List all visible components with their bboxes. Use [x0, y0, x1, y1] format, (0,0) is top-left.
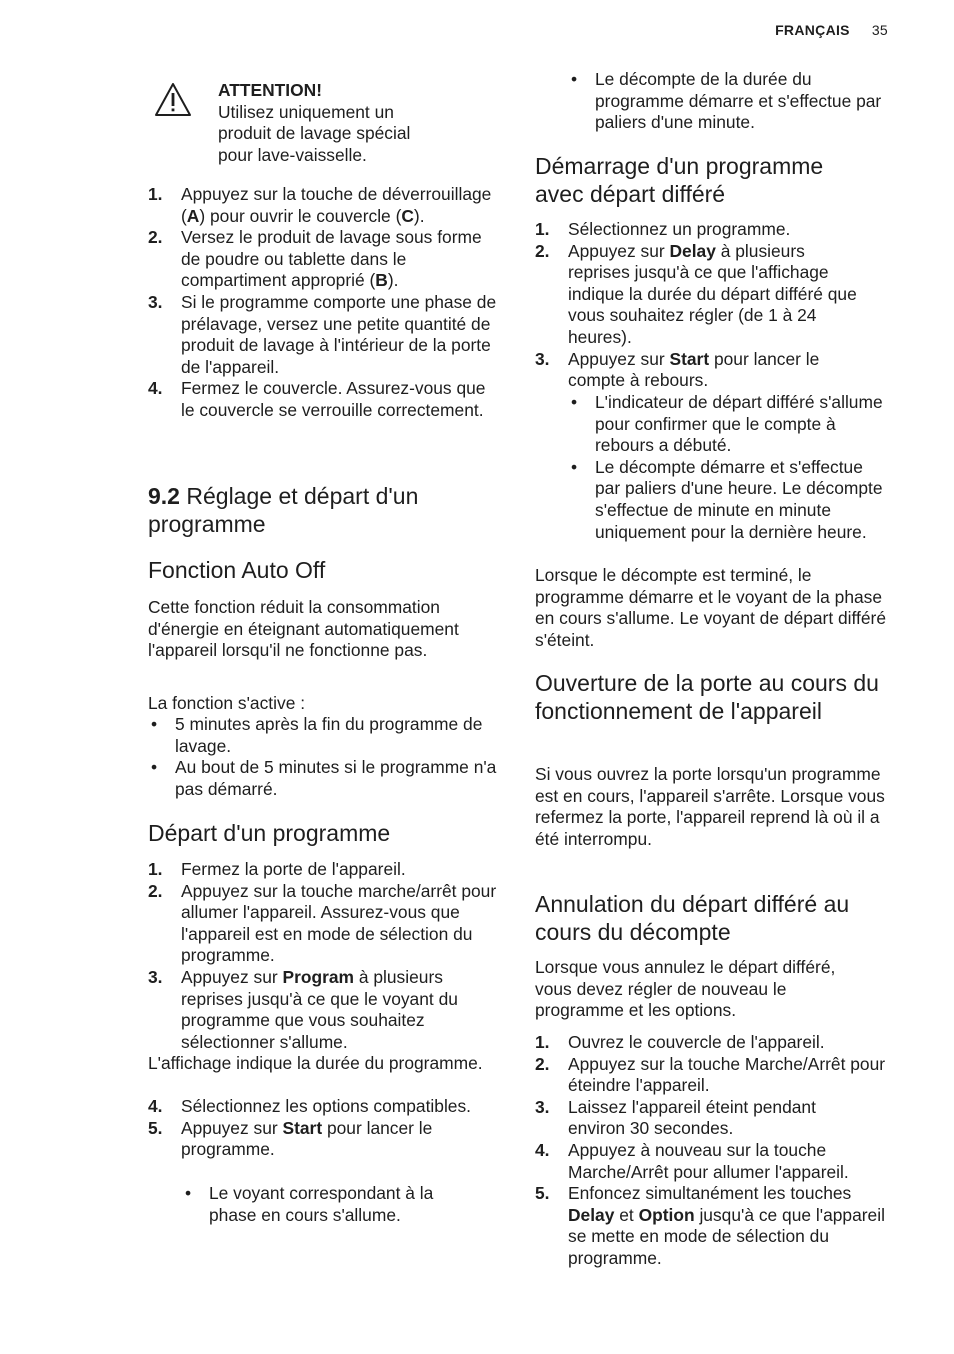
delay-bullets: [568, 392, 890, 543]
list-item: 4. Appuyez à nouveau sur la touche Marche/Arrêt pour allumer l'appareil.: [535, 1139, 849, 1182]
warning-title: ATTENTION!: [218, 80, 323, 100]
list-item: 4. Sélectionnez les options compatibles.: [148, 1096, 472, 1116]
list-item: 3. Appuyez sur Start pour lancer le compte à rebours.: [535, 348, 820, 391]
section-heading: 9.2 Réglage et départ d'un programme: [148, 483, 419, 537]
start-steps-b: [148, 1096, 500, 1161]
list-item: 5. Appuyez sur Start pour lancer le programme.: [148, 1117, 433, 1160]
page-number: 35: [871, 22, 888, 38]
header-language: FRANÇAIS: [775, 22, 850, 38]
list-item: • 5 minutes après la fin du programme de lavage.: [148, 714, 500, 757]
delay-end-text: Lorsque le décompte est terminé, le programme démarre et le voyant de la phase en cours s'allume. Le voyant de départ différé s'éteint.: [535, 565, 887, 650]
list-item: • L'indicateur de départ différé s'allume pour confirmer que le compte à rebours a débuté.: [568, 392, 890, 457]
activates-text: La fonction s'active :: [148, 693, 306, 713]
door-heading: Ouverture de la porte au cours du fonctionnement de l'appareil: [535, 670, 879, 724]
cancel-steps: [535, 1032, 890, 1270]
display-note: L'affichage indique la durée du programme.: [148, 1053, 483, 1073]
list-item: 3. Laissez l'appareil éteint pendant environ 30 secondes.: [535, 1096, 816, 1139]
activates-list: [148, 714, 500, 800]
list-item: 1. Ouvrez le couvercle de l'appareil.: [535, 1032, 825, 1052]
warning-triangle-icon: [154, 82, 192, 118]
list-item: 1. Sélectionnez un programme.: [535, 219, 791, 239]
delay-heading: Démarrage d'un programme avec départ différé: [535, 153, 824, 207]
warning-box: [148, 80, 500, 166]
list-item: 2. Appuyez sur la touche marche/arrêt pour allumer l'appareil. Assurez-vous que l'appareil est en mode de sélection du programme.: [148, 880, 497, 966]
start-heading: Départ d'un programme: [148, 820, 391, 846]
list-item: 2. Appuyez sur la touche Marche/Arrêt pour éteindre l'appareil.: [535, 1053, 886, 1096]
list-item: 5. Enfoncez simultanément les touches Delay et Option jusqu'à ce que l'appareil se mette en mode de sélection du programme.: [535, 1183, 885, 1268]
cancel-heading: Annulation du départ différé au cours du décompte: [535, 891, 850, 945]
list-item: 1. Fermez la porte de l'appareil.: [148, 859, 406, 879]
steps-list-a: [148, 184, 500, 422]
delay-steps: [535, 219, 890, 392]
list-item: 3. Appuyez sur Program à plusieurs reprises jusqu'à ce que le voyant du programme que vous souhaitez sélectionner s'allume.: [148, 966, 458, 1052]
list-item: 3. Si le programme comporte une phase de prélavage, versez une petite quantité de produit de lavage à l'intérieur de la porte de l'appareil.: [148, 291, 497, 377]
auto-off-heading: Fonction Auto Off: [148, 557, 326, 583]
list-item: 1. Appuyez sur la touche de déverrouillage (A) pour ouvrir le couvercle (C).: [148, 184, 492, 226]
list-item: • Au bout de 5 minutes si le programme n'a pas démarré.: [148, 757, 500, 800]
auto-off-text: Cette fonction réduit la consommation d'énergie en éteignant automatiquement l'appareil lorsqu'il ne fonctionne pas.: [148, 597, 459, 661]
list-item: 2. Versez le produit de lavage sous forme de poudre ou tablette dans le compartiment approprié (B).: [148, 227, 482, 291]
start-steps: [148, 859, 500, 1053]
door-text: Si vous ouvrez la porte lorsqu'un programme est en cours, l'appareil s'arrête. Lorsque vous refermez la porte, l'appareil reprend là où il a été interrompu.: [535, 764, 885, 849]
cancel-text: Lorsque vous annulez le départ différé, vous devez régler de nouveau le programme et les options.: [535, 957, 836, 1021]
list-item: • Le décompte démarre et s'effectue par paliers d'une heure. Le décompte s'effectue de minute en minute uniquement pour la dernière heure.: [568, 457, 890, 543]
warning-text: Utilisez uniquement un produit de lavage spécial pour lave-vaisselle.: [218, 101, 411, 165]
page-header: [775, 22, 888, 38]
start-sub-list: [182, 1183, 482, 1226]
list-item: • Le décompte de la durée du programme démarre et s'effectue par paliers d'une minute.: [568, 69, 890, 134]
list-item: 4. Fermez le couvercle. Assurez-vous que le couvercle se verrouille correctement.: [148, 378, 486, 420]
list-item: • Le voyant correspondant à la phase en cours s'allume.: [182, 1183, 482, 1226]
top-bullet-list: [568, 69, 890, 134]
list-item: 2. Appuyez sur Delay à plusieurs reprises jusqu'à ce que l'affichage indique la durée du départ différé que vous souhaitez régler (de 1 à 24 heures).: [535, 240, 857, 347]
